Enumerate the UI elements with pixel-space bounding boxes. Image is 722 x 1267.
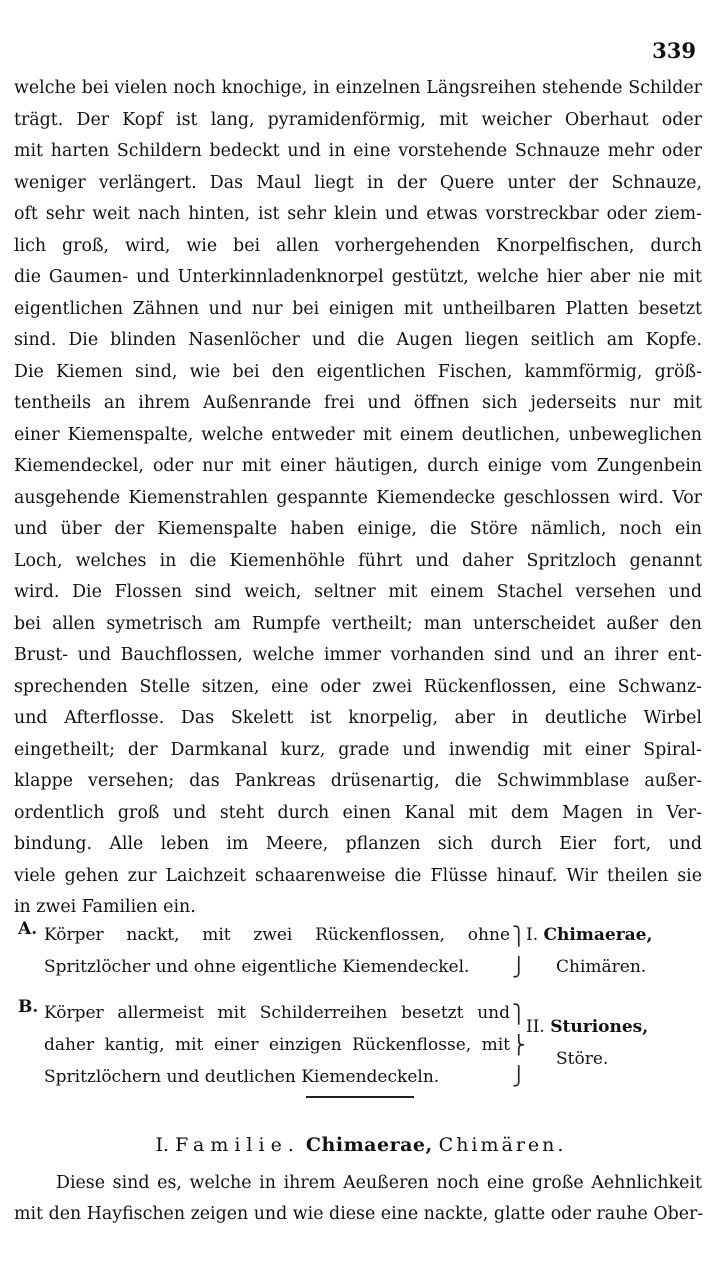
text-line: trägt. Der Kopf ist lang, pyramidenförmig, mit weicher Oberhaut oder — [14, 109, 702, 130]
class-german-name: Chimären. — [556, 957, 647, 977]
brace-icon: ⎫ ⎭ — [512, 926, 526, 978]
text-line: sind. Die blinden Nasenlöcher und die Augen liegen seitlich am Kopfe. — [14, 330, 702, 350]
text-line: Brust- und Bauchflossen, welche immer vorhanden sind und an ihrer ent- — [14, 645, 702, 665]
text-line: welche bei vielen noch knochige, in einzelnen Längsreihen stehende Schilder — [14, 78, 702, 98]
text-line: bei allen symetrisch am Rumpfe vertheilt; man unterscheidet außer den — [14, 613, 702, 634]
text-line: klappe versehen; das Pankreas drüsenartig, die Schwimmblase außer- — [14, 771, 702, 791]
text-line: lich groß, wird, wie bei allen vorhergehenden Knorpelfischen, durch — [14, 235, 702, 256]
class-latin-name: Sturiones, — [550, 1017, 649, 1037]
family-german-name: Chimären. — [438, 1134, 567, 1156]
class-number: II. — [526, 1017, 545, 1037]
family-number: I. — [155, 1134, 170, 1156]
family-latin-name: Chimaerae, — [305, 1134, 433, 1156]
class-german-name: Störe. — [556, 1049, 609, 1069]
key-letter: A. — [18, 919, 38, 939]
text-line: oft sehr weit nach hinten, ist sehr klein und etwas vorstreckbar oder ziem- — [14, 204, 702, 224]
text-line: bindung. Alle leben im Meere, pflanzen sich durch Eier fort, und — [14, 834, 702, 854]
key-entry-a — [18, 919, 708, 997]
text-line: Die Kiemen sind, wie bei den eigentlichen Fischen, kammförmig, größ- — [14, 361, 702, 382]
text-line: wird. Die Flossen sind weich, seltner mit einem Stachel versehen und — [14, 582, 702, 602]
key-letter: B. — [18, 997, 39, 1017]
class-number: I. — [526, 925, 539, 945]
text-line: weniger verlängert. Das Maul liegt in der Quere unter der Schnauze, — [14, 172, 702, 193]
text-line: Diese sind es, welche in ihrem Aeußeren noch eine große Aehnlichkeit — [56, 1173, 702, 1193]
section-divider — [306, 1096, 414, 1098]
key-class — [526, 1011, 706, 1075]
key-class — [526, 919, 706, 983]
key-description — [44, 997, 510, 1093]
text-line: die Gaumen- und Unterkinnladenknorpel gestützt, welche hier aber nie mit — [14, 267, 702, 287]
text-line: tentheils an ihrem Außenrande frei und öffnen sich jederseits nur mit — [14, 393, 702, 413]
family-description — [14, 1168, 702, 1230]
family-label: Familie. — [175, 1134, 300, 1156]
classification-key — [18, 919, 708, 1107]
text-line: ordentlich groß und steht durch einen Kanal mit dem Magen in Ver- — [14, 802, 702, 823]
text-line: und über der Kiemenspalte haben einige, die Störe nämlich, noch ein — [14, 519, 702, 539]
text-line: mit den Hayfischen zeigen und wie diese eine nackte, glatte oder rauhe Ober- — [14, 1204, 704, 1224]
text-line: sprechenden Stelle sitzen, eine oder zwei Rückenflossen, eine Schwanz- — [14, 676, 702, 697]
text-line: ausgehende Kiemenstrahlen gespannte Kiemendecke geschlossen wird. Vor — [14, 487, 702, 508]
key-desc-line: Körper allermeist mit Schilderreihen besetzt und — [44, 1003, 510, 1023]
key-desc-line: Spritzlöchern und deutlichen Kiemendeckeln. — [44, 1067, 440, 1087]
key-description — [44, 919, 510, 983]
text-line: einer Kiemenspalte, welche entweder mit einem deutlichen, unbeweglichen — [14, 424, 702, 445]
body-paragraph — [14, 73, 702, 924]
text-line: Kiemendeckel, oder nur mit einer häutigen, durch einige vom Zungenbein — [14, 456, 702, 476]
text-line: in zwei Familien ein. — [14, 897, 196, 917]
text-line: viele gehen zur Laichzeit schaarenweise die Flüsse hinauf. Wir theilen sie — [14, 865, 702, 886]
key-entry-b — [18, 997, 708, 1107]
text-line: eingetheilt; der Darmkanal kurz, grade und inwendig mit einer Spiral- — [14, 739, 702, 760]
key-desc-line: Spritzlöcher und ohne eigentliche Kiemendeckel. — [44, 957, 470, 977]
key-desc-line: Körper nackt, mit zwei Rückenflossen, ohne — [44, 925, 510, 945]
text-line: mit harten Schildern bedeckt und in eine vorstehende Schnauze mehr oder — [14, 141, 702, 161]
text-line: und Afterflosse. Das Skelett ist knorpelig, aber in deutliche Wirbel — [14, 708, 702, 728]
brace-icon: ⎫ ⎬ ⎭ — [512, 1004, 526, 1087]
text-line: eigentlichen Zähnen und nur bei einigen mit untheilbaren Platten besetzt — [14, 298, 702, 319]
page-number: 339 — [652, 38, 696, 63]
class-latin-name: Chimaerae, — [543, 925, 653, 945]
family-heading — [0, 1134, 722, 1156]
text-line: Loch, welches in die Kiemenhöhle führt und daher Spritzloch genannt — [14, 550, 702, 571]
key-desc-line: daher kantig, mit einer einzigen Rückenflosse, mit — [44, 1035, 510, 1055]
